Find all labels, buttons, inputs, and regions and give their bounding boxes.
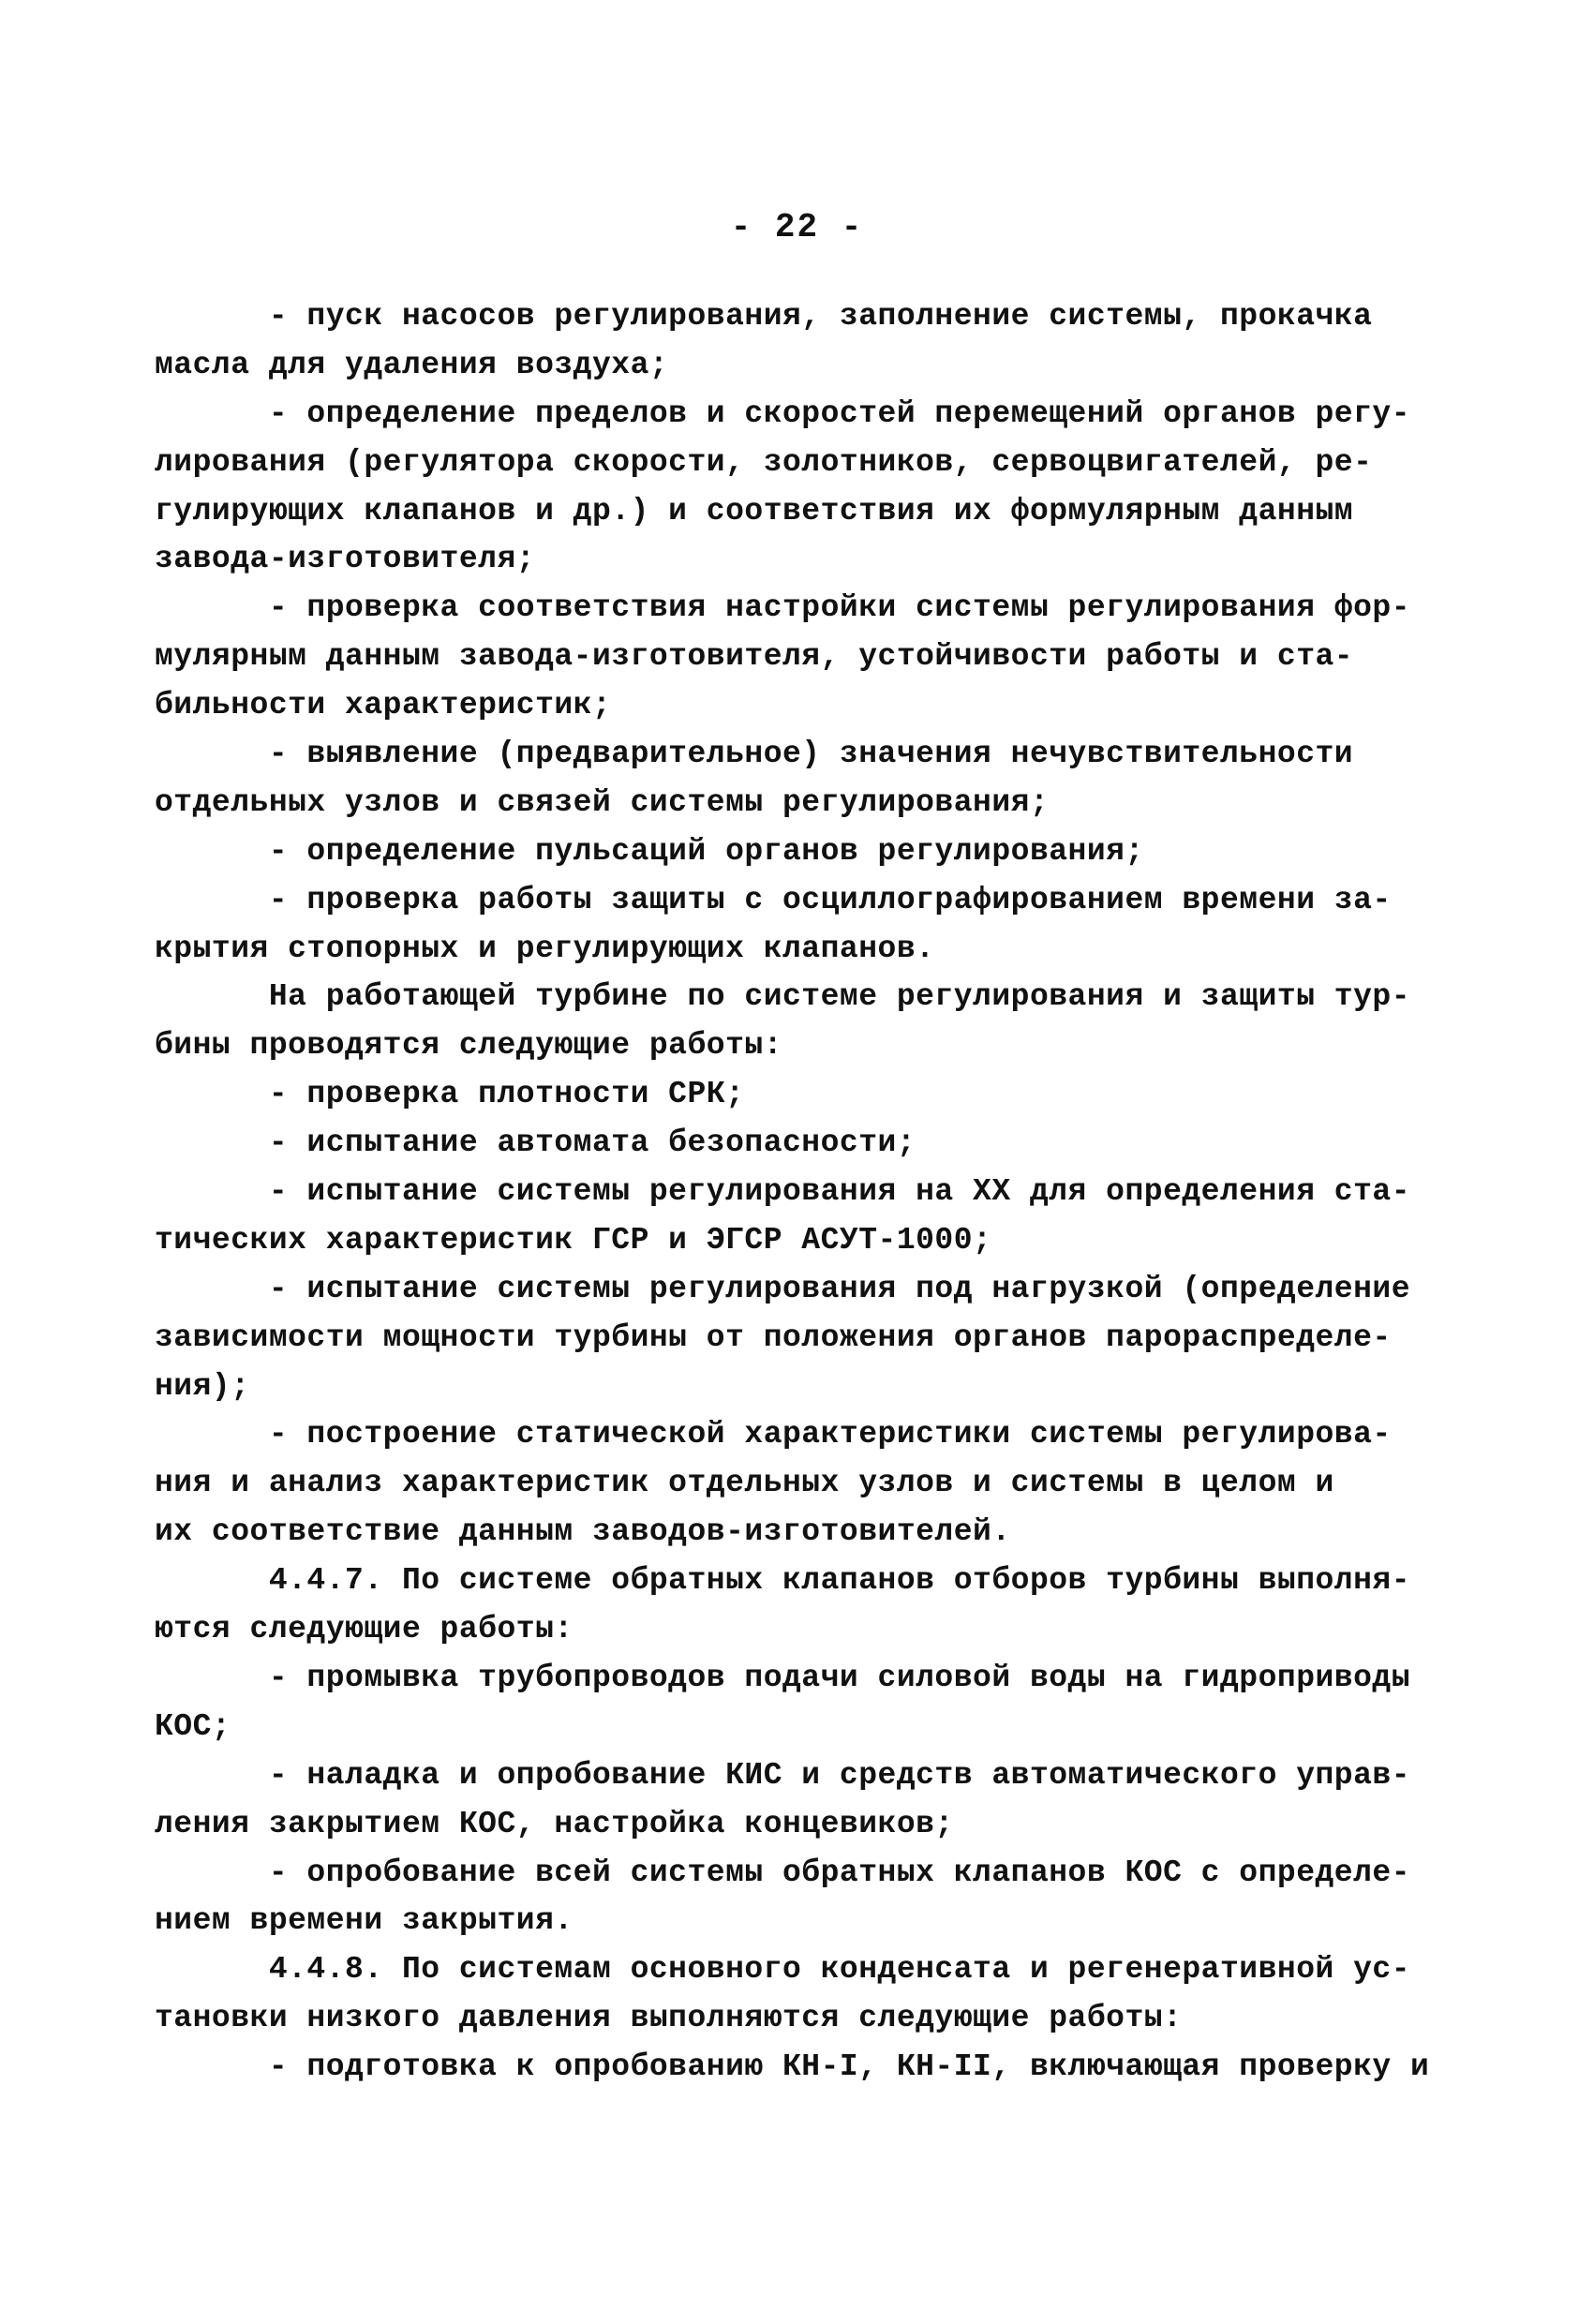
text-line: 4.4.7. По системе обратных клапанов отборов турбины выполня- [155,1563,1411,1599]
text-line: КОС; [155,1708,231,1744]
text-line: - подготовка к опробованию КН-I, КН-II, включающая проверку и [155,2049,1430,2085]
text-line: нием времени закрытия. [155,1903,574,1939]
text-line: - построение статической характеристики системы регулирова- [155,1417,1392,1452]
text-line: - определение пульсаций органов регулирования; [155,833,1144,869]
text-line: крытия стопорных и регулирующих клапанов. [155,931,935,966]
text-line: На работающей турбине по системе регулирования и защиты тур- [155,979,1411,1015]
text-line: масла для удаления воздуха; [155,347,669,382]
page-number: - 22 - [730,208,864,246]
text-line: - опробование всей системы обратных клапанов КОС с определе- [155,1855,1411,1890]
text-line: ления закрытием КОС, настройка концевиков; [155,1806,954,1841]
body-text [155,292,1448,2092]
text-line: гулирующих клапанов и др.) и соответствия их формулярным данным [155,493,1354,529]
text-line: ются следующие работы: [155,1612,574,1647]
text-line: отдельных узлов и связей системы регулирования; [155,784,1050,820]
text-line: лирования (регулятора скорости, золотников, сервоцвигателей, ре- [155,444,1373,480]
text-line: бины проводятся следующие работы: [155,1028,783,1064]
text-line: - испытание системы регулирования на ХХ для определения ста- [155,1174,1411,1210]
text-line: - испытание автомата безопасности; [155,1125,916,1161]
text-line: - проверка плотности СРК; [155,1077,745,1112]
text-line: 4.4.8. По системам основного конденсата и регенеративной ус- [155,1952,1411,1988]
text-line: тических характеристик ГСР и ЭГСР АСУТ-1000; [155,1222,992,1258]
text-line: тановки низкого давления выполняются следующие работы: [155,2001,1183,2036]
text-line: - промывка трубопроводов подачи силовой воды на гидроприводы [155,1660,1411,1695]
text-line: их соответствие данным заводов-изготовителей. [155,1514,1011,1550]
text-line: - пуск насосов регулирования, заполнение системы, прокачка [155,299,1373,334]
text-line: зависимости мощности турбины от положения органов парораспределе- [155,1319,1392,1355]
text-line: мулярным данным завода-изготовителя, устойчивости работы и ста- [155,639,1354,675]
text-line: - наладка и опробование КИС и средств автоматического управ- [155,1757,1411,1793]
text-line: ния и анализ характеристик отдельных узлов и системы в целом и [155,1466,1334,1501]
text-line: - испытание системы регулирования под нагрузкой (определение [155,1271,1411,1306]
text-line: - проверка работы защиты с осциллографированием времени за- [155,882,1392,917]
text-line: - проверка соответствия настройки системы регулирования фор- [155,590,1411,626]
text-line: - определение пределов и скоростей перемещений органов регу- [155,395,1411,431]
text-line: завода-изготовителя; [155,542,536,577]
text-line: - выявление (предварительное) значения нечувствительности [155,737,1354,772]
text-line: бильности характеристик; [155,688,612,723]
text-line: ния); [155,1368,250,1404]
